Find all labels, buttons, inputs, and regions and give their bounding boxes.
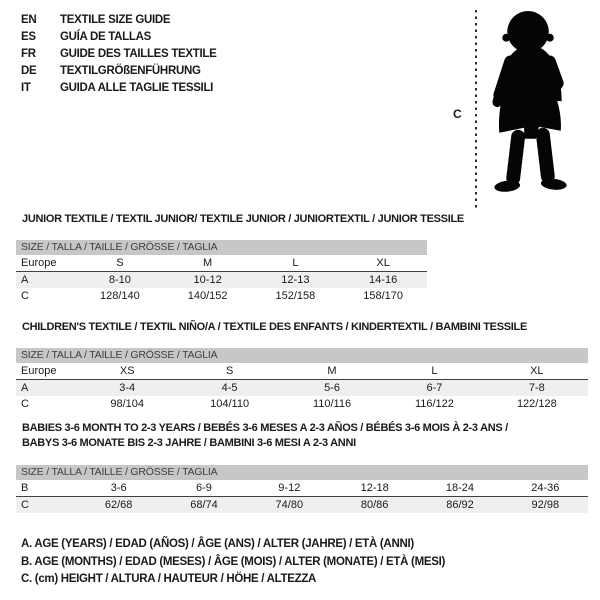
row-label: A xyxy=(21,382,29,394)
section-title-children: CHILDREN'S TEXTILE / TEXTIL NIÑO/A / TEXTILE DES ENFANTS / KINDERTEXTIL / BAMBINI TESSILE xyxy=(22,321,527,333)
size-header-bar: SIZE / TALLA / TAILLE / GRÖSSE / TAGLIA xyxy=(16,348,588,363)
height-cell: 116/122 xyxy=(414,398,454,410)
children-size-table xyxy=(16,348,588,412)
age-cell: 3-6 xyxy=(110,482,127,494)
height-cell: 158/170 xyxy=(363,290,403,302)
size-cell: S xyxy=(116,257,124,269)
age-cell: 3-4 xyxy=(119,382,136,394)
guide-title: TEXTILGRÖßENFÜHRUNG xyxy=(60,65,201,77)
height-cell: 98/104 xyxy=(110,398,145,410)
age-cell: 8-10 xyxy=(108,274,131,286)
row-label: A xyxy=(21,274,29,286)
table-row xyxy=(16,255,427,272)
size-header-bar: SIZE / TALLA / TAILLE / GRÖSSE / TAGLIA xyxy=(16,240,427,255)
age-cell: 6-9 xyxy=(196,482,212,494)
height-measure-figure xyxy=(450,6,598,216)
size-cell: M xyxy=(203,257,213,269)
legend-footnotes xyxy=(21,536,445,589)
height-dashed-line xyxy=(475,10,477,211)
language-row xyxy=(21,29,217,46)
row-label: C xyxy=(21,398,29,410)
size-cell: S xyxy=(225,365,234,377)
language-code: DE xyxy=(21,65,37,77)
row-label: Europe xyxy=(21,257,57,269)
height-cell: 62/68 xyxy=(104,499,133,511)
section-title-babies-line2: BABYS 3-6 MONATE BIS 2-3 JAHRE / BAMBINI 3-6 MESI A 2-3 ANNI xyxy=(22,437,356,449)
footnote-age-months: B. AGE (MONTHS) / EDAD (MESES) / ÂGE (MOIS) / ALTER (MONATE) / ETÀ (MESI) xyxy=(21,555,446,568)
age-cell: 18-24 xyxy=(445,482,475,494)
language-code: IT xyxy=(21,82,31,94)
section-title-babies xyxy=(22,421,508,451)
guide-title: GUÍA DE TALLAS xyxy=(60,31,151,43)
height-measure-label: C xyxy=(453,107,462,121)
guide-title: TEXTILE SIZE GUIDE xyxy=(60,14,171,26)
age-cell: 14-16 xyxy=(369,274,398,286)
age-cell: 12-18 xyxy=(360,482,389,494)
babies-size-table xyxy=(16,465,588,513)
guide-title: GUIDA ALLE TAGLIE TESSILI xyxy=(60,82,214,94)
age-cell: 12-13 xyxy=(281,274,310,286)
size-cell: M xyxy=(327,365,337,377)
junior-size-table xyxy=(16,240,427,304)
height-cell: 152/158 xyxy=(275,290,316,302)
age-cell: 4-5 xyxy=(221,382,238,394)
height-cell: 104/110 xyxy=(210,398,250,410)
language-row xyxy=(21,63,217,80)
height-cell: 122/128 xyxy=(516,398,557,410)
size-cell: XL xyxy=(376,257,390,269)
language-row xyxy=(21,46,217,63)
height-cell: 92/98 xyxy=(531,499,560,511)
age-cell: 24-36 xyxy=(531,482,560,494)
age-cell: 6-7 xyxy=(426,382,443,394)
table-row xyxy=(16,396,588,412)
height-cell: 110/116 xyxy=(312,398,352,410)
table-row xyxy=(16,497,588,513)
footnote-height: C. (cm) HEIGHT / ALTURA / HAUTEUR / HÖHE / ALTEZZA xyxy=(21,573,317,585)
height-cell: 68/74 xyxy=(190,499,218,511)
language-row xyxy=(21,80,217,97)
height-cell: 86/92 xyxy=(446,499,474,511)
language-row xyxy=(21,12,217,29)
language-code: FR xyxy=(21,48,36,60)
row-label: C xyxy=(21,290,29,302)
height-cell: 80/86 xyxy=(360,499,389,511)
size-cell: L xyxy=(431,365,438,377)
footnote-age-years: A. AGE (YEARS) / EDAD (AÑOS) / ÂGE (ANS) / ALTER (JAHRE) / ETÀ (ANNI) xyxy=(21,538,414,550)
row-label: C xyxy=(21,499,29,511)
table-row xyxy=(16,288,427,304)
language-title-list xyxy=(21,12,217,97)
table-row xyxy=(16,363,588,380)
row-label: B xyxy=(21,482,29,494)
height-cell: 74/80 xyxy=(275,499,304,511)
section-title-junior: JUNIOR TEXTILE / TEXTIL JUNIOR/ TEXTILE JUNIOR / JUNIORTEXTIL / JUNIOR TESSILE xyxy=(22,213,464,225)
table-row xyxy=(16,272,427,288)
table-row xyxy=(16,380,588,396)
row-label: Europe xyxy=(21,365,57,377)
table-row xyxy=(16,480,588,497)
size-header-bar: SIZE / TALLA / TAILLE / GRÖSSE / TAGLIA xyxy=(16,465,588,480)
age-cell: 10-12 xyxy=(193,274,222,286)
age-cell: 7-8 xyxy=(528,382,545,394)
language-code: EN xyxy=(21,14,37,26)
section-title-babies-line1: BABIES 3-6 MONTH TO 2-3 YEARS / BEBÉS 3-6 MESES A 2-3 AÑOS / BÉBÉS 3-6 MOIS À 2-3 ANS / xyxy=(22,422,508,434)
height-cell: 140/152 xyxy=(187,290,228,302)
size-cell: L xyxy=(292,257,299,269)
age-cell: 5-6 xyxy=(324,382,340,394)
guide-title: GUIDE DES TAILLES TEXTILE xyxy=(60,48,217,60)
height-cell: 128/140 xyxy=(99,290,140,302)
size-cell: XS xyxy=(119,365,135,377)
size-cell: XL xyxy=(530,365,544,377)
baby-silhouette-icon xyxy=(482,10,582,208)
language-code: ES xyxy=(21,31,36,43)
age-cell: 9-12 xyxy=(278,482,301,494)
